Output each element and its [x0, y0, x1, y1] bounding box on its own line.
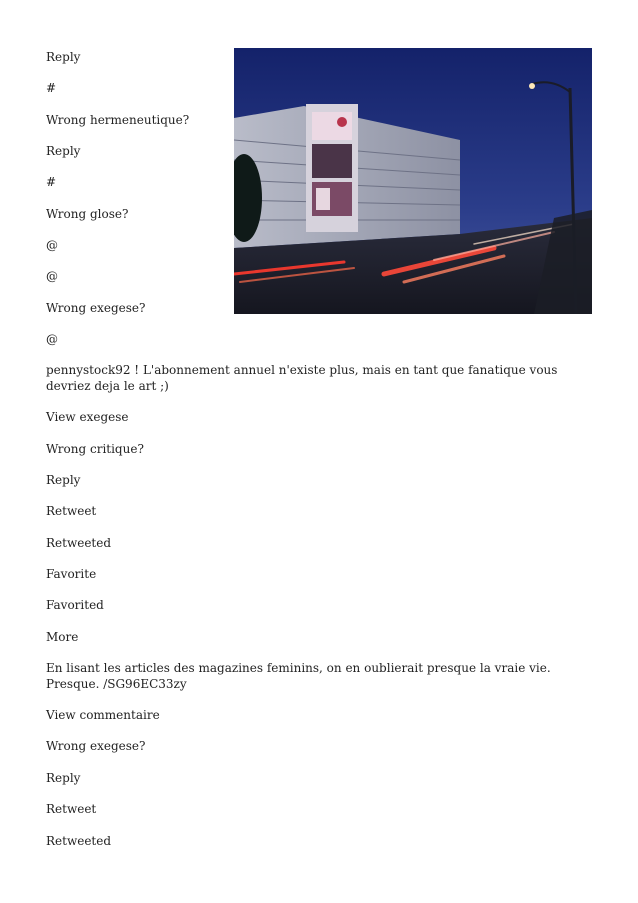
tweet-text: pennystock92 ! L'abonnement annuel n'existe plus, mais en tant que fanatique vous devriez deja le art ;)	[46, 363, 558, 393]
mention-link[interactable]: @	[46, 332, 58, 346]
wrong-hermeneutique-link[interactable]: Wrong hermeneutique?	[46, 113, 190, 127]
night-billboard-photo	[234, 48, 592, 314]
wrong-exegese-link[interactable]: Wrong exegese?	[46, 739, 146, 753]
favorite-link[interactable]: Favorite	[46, 567, 97, 581]
reply-link[interactable]: Reply	[46, 473, 81, 487]
reply-link[interactable]: Reply	[46, 50, 81, 64]
favorited-link[interactable]: Favorited	[46, 598, 104, 612]
wrong-exegese-link[interactable]: Wrong exegese?	[46, 301, 146, 315]
mention-link[interactable]: @	[46, 269, 58, 283]
wrong-glose-link[interactable]: Wrong glose?	[46, 207, 129, 221]
retweet-link[interactable]: Retweet	[46, 504, 97, 518]
retweeted-link[interactable]: Retweeted	[46, 834, 112, 848]
hash-link[interactable]: #	[46, 175, 57, 189]
hash-link[interactable]: #	[46, 81, 57, 95]
reply-link[interactable]: Reply	[46, 771, 81, 785]
view-commentaire-link[interactable]: View commentaire	[46, 708, 160, 722]
reply-link[interactable]: Reply	[46, 144, 81, 158]
retweeted-link[interactable]: Retweeted	[46, 536, 112, 550]
tweet-text: En lisant les articles des magazines feminins, on en oublierait presque la vraie vie. Presque. /SG96EC33zy	[46, 661, 551, 691]
wrong-critique-link[interactable]: Wrong critique?	[46, 442, 144, 456]
view-exegese-link[interactable]: View exegese	[46, 410, 129, 424]
retweet-link[interactable]: Retweet	[46, 802, 97, 816]
more-link[interactable]: More	[46, 630, 79, 644]
mention-link[interactable]: @	[46, 238, 58, 252]
